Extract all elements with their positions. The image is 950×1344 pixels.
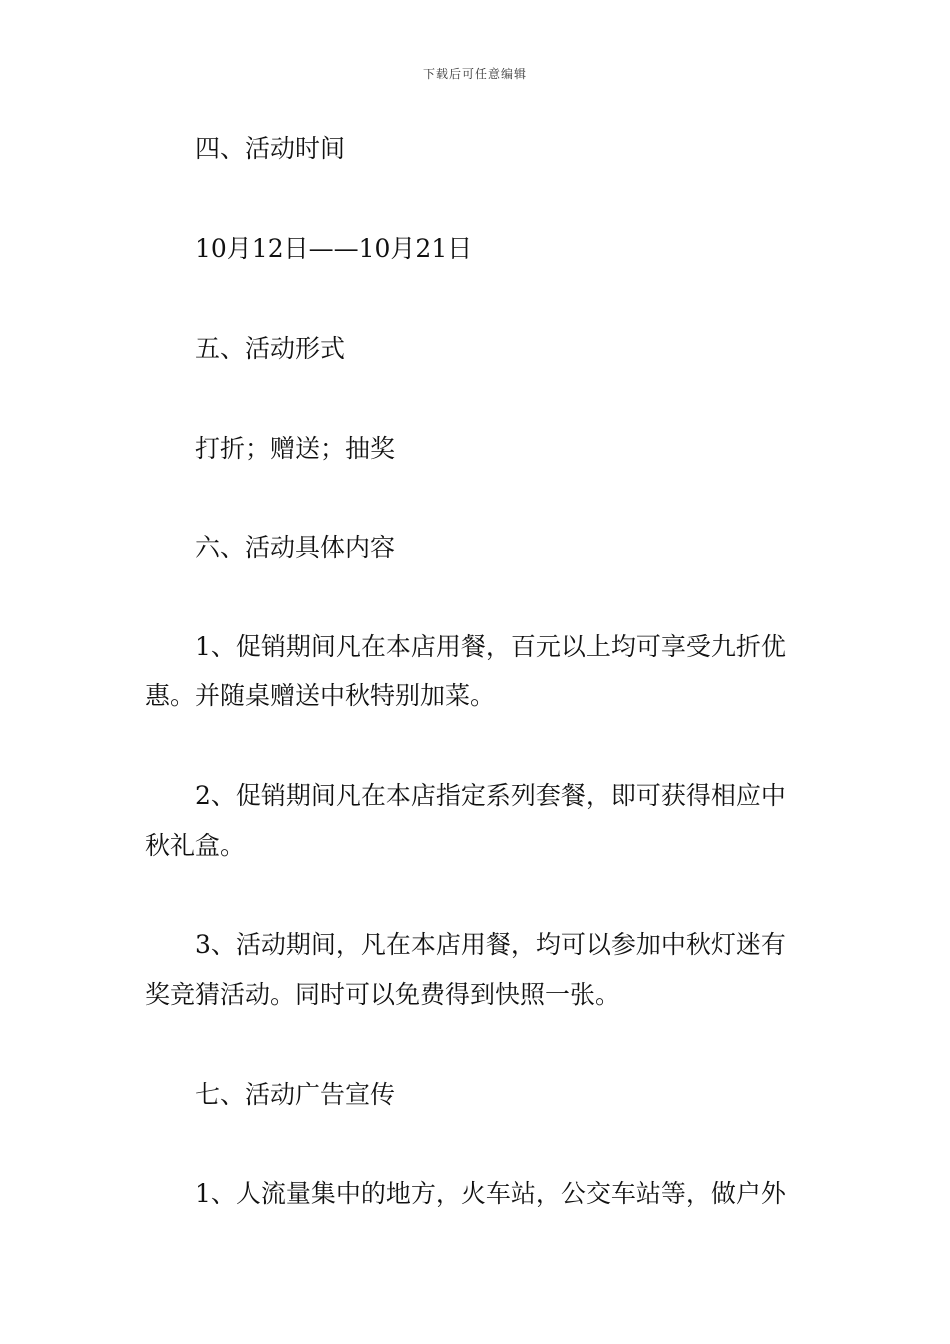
section-heading-time: 四、活动时间	[195, 134, 346, 163]
content-item-3-line-1: 3、活动期间，凡在本店用餐，均可以参加中秋灯迷有	[195, 930, 786, 959]
content-item-2-line-1: 2、促销期间凡在本店指定系列套餐，即可获得相应中	[195, 781, 786, 810]
content-item-1-line-2: 惠。并随桌赠送中秋特别加菜。	[145, 681, 496, 710]
content-item-2-line-2: 秋礼盒。	[145, 831, 246, 860]
activity-forms: 打折；赠送；抽奖	[195, 434, 396, 463]
page-header: 下载后可任意编辑	[422, 67, 527, 81]
section-heading-form: 五、活动形式	[195, 334, 346, 363]
content-item-1-line-1: 1、促销期间凡在本店用餐，百元以上均可享受九折优	[195, 632, 786, 661]
advertising-item-1-line-1: 1、人流量集中的地方，火车站，公交车站等，做户外	[195, 1179, 786, 1208]
section-heading-advertising: 七、活动广告宣传	[195, 1080, 396, 1109]
section-heading-content: 六、活动具体内容	[195, 533, 396, 562]
activity-dates: 10月12日——10月21日	[195, 234, 473, 263]
content-item-3-line-2: 奖竞猜活动。同时可以免费得到快照一张。	[145, 980, 621, 1009]
